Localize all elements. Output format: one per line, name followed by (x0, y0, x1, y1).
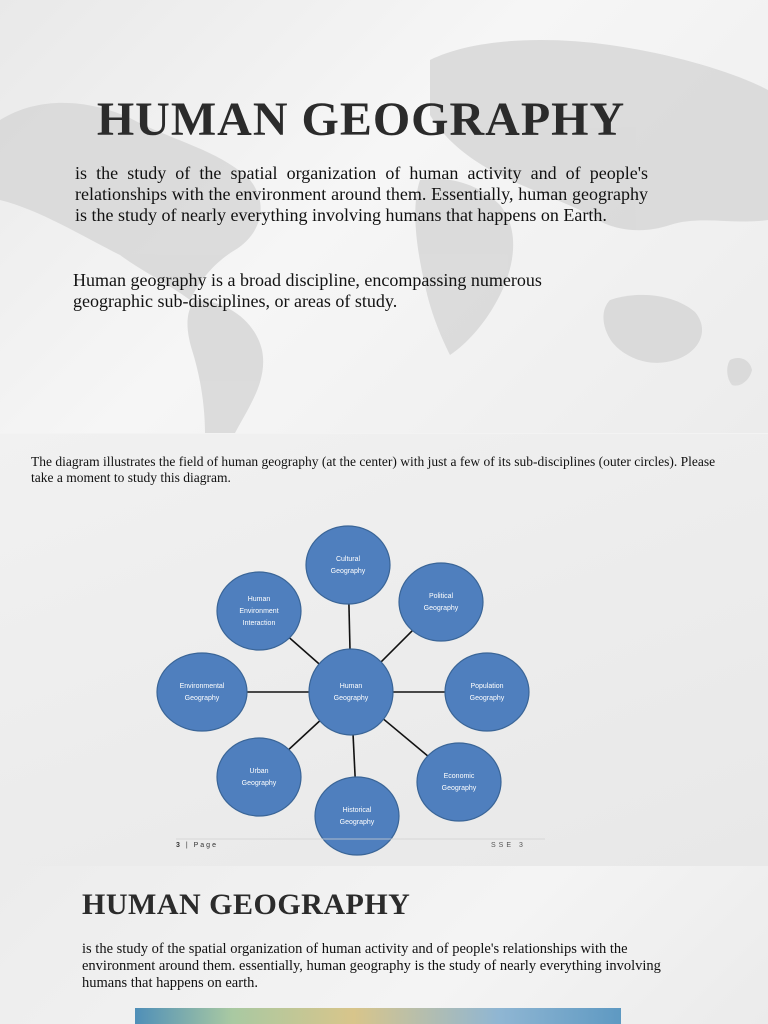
slide-image-top (135, 1008, 621, 1024)
node-historical-label: Geography (339, 819, 375, 826)
node-historical-label: Historical (342, 807, 372, 814)
node-political-label: Political (428, 593, 454, 600)
node-political-label: Geography (423, 605, 459, 612)
node-economic-label: Geography (441, 785, 477, 792)
node-population-label: Population (470, 683, 504, 690)
node-environmental-circle (157, 653, 247, 731)
slide-title: HUMAN GEOGRAPHY (96, 93, 626, 146)
node-population-label: Geography (469, 695, 505, 702)
definition-paragraph-2: is the study of the spatial organization of human activity and of people's relationships with the environment around them. essentially, human geography is the study of nearly everything involving humans that happens on earth. (82, 941, 661, 991)
node-environmental-label: Environmental (179, 683, 225, 690)
node-population-circle (445, 653, 529, 731)
node-human-environment-label: Interaction (242, 620, 276, 627)
node-economic-label: Economic (443, 773, 475, 780)
node-environmental-label: Geography (184, 695, 220, 702)
document-page (0, 434, 768, 866)
islands-shape (727, 358, 752, 386)
definition-paragraph: is the study of the spatial organization of human activity and of people's relationships with the environment around them. Essentially, human geography is the study of nearly everything involving humans that happens on Earth. (75, 163, 648, 225)
south-america-shape (187, 300, 263, 433)
node-cultural-label: Geography (330, 568, 366, 575)
node-urban-label: Geography (241, 780, 277, 787)
australia-shape (603, 295, 702, 363)
page-label: | Page (185, 842, 218, 849)
sub-disciplines-diagram (0, 434, 768, 866)
slide-title-2: HUMAN GEOGRAPHY (82, 888, 411, 921)
page-footer-left (176, 842, 218, 849)
node-center-human-geography-circle (309, 649, 393, 735)
node-cultural-circle (306, 526, 390, 604)
node-human-environment-label: Environment (239, 608, 279, 615)
node-economic-circle (417, 743, 501, 821)
node-center-human-geography-label: Geography (333, 695, 369, 702)
page-number: 3 (176, 842, 182, 849)
slide-3 (0, 866, 768, 1024)
node-historical-circle (315, 777, 399, 855)
node-human-environment-label: Human (247, 596, 271, 603)
slide-1 (0, 0, 768, 433)
node-cultural-label: Cultural (335, 556, 361, 563)
node-urban-circle (217, 738, 301, 816)
page-footer-code: SSE 3 (491, 842, 526, 849)
diagram-intro-text: The diagram illustrates the field of human geography (at the center) with just a few of its sub-disciplines (outer circles). Please take a moment to study this diagram. (31, 454, 716, 485)
broad-discipline-paragraph: Human geography is a broad discipline, encompassing numerous geographic sub-disciplines, or areas of study. (73, 270, 542, 311)
node-political-circle (399, 563, 483, 641)
node-urban-label: Urban (249, 768, 269, 775)
node-center-human-geography-label: Human (339, 683, 363, 690)
